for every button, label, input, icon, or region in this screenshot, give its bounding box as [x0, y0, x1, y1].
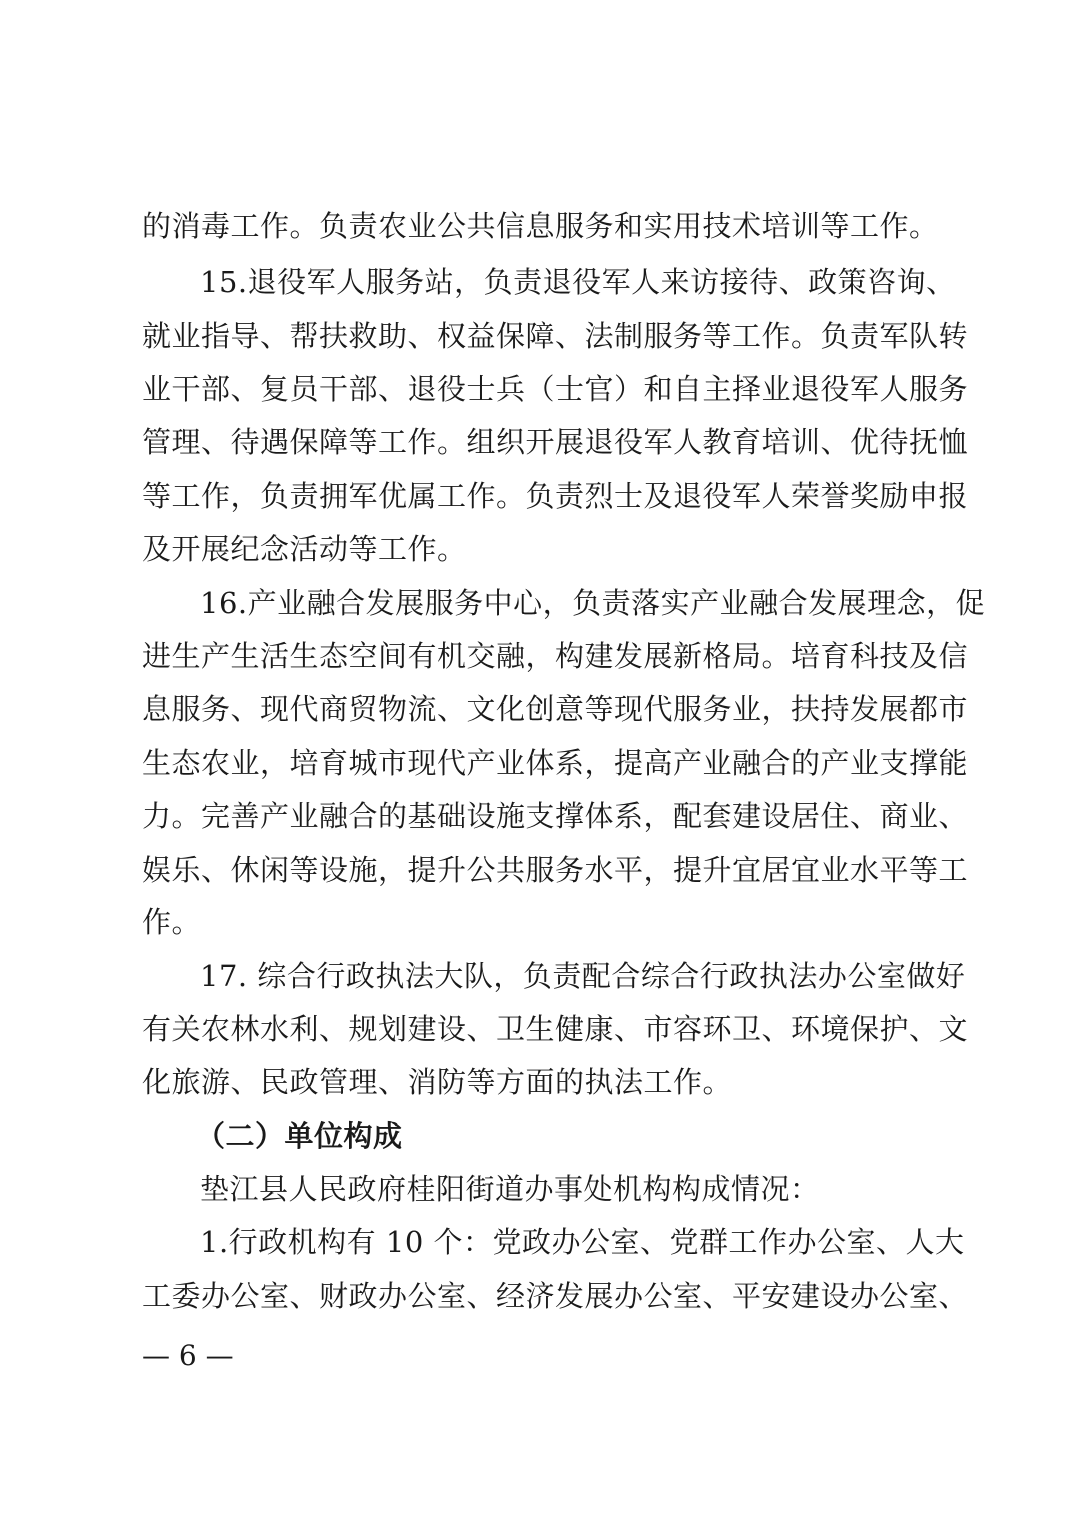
section-heading: （二）单位构成 — [196, 1119, 403, 1153]
text-line: 业干部、复员干部、退役士兵（士官）和自主择业退役军人服务 — [142, 372, 969, 406]
text-line: 娱乐、休闲等设施，提升公共服务水平，提升宜居宜业水平等工 — [142, 853, 969, 887]
paragraph-item-17-start: 17. 综合行政执法大队，负责配合综合行政执法办公室做好 — [200, 959, 966, 993]
text-line: 管理、待遇保障等工作。组织开展退役军人教育培训、优待抚恤 — [142, 425, 969, 459]
text-line: 及开展纪念活动等工作。 — [142, 532, 467, 566]
paragraph-item-1-start: 1.行政机构有 10 个：党政办公室、党群工作办公室、人大 — [200, 1225, 965, 1259]
text-line: 工委办公室、财政办公室、经济发展办公室、平安建设办公室、 — [142, 1279, 969, 1313]
text-line: 垫江县人民政府桂阳街道办事处机构构成情况： — [200, 1172, 820, 1206]
text-line: 的消毒工作。负责农业公共信息服务和实用技术培训等工作。 — [142, 209, 939, 243]
text-line: 生态农业，培育城市现代产业体系，提高产业融合的产业支撑能 — [142, 746, 969, 780]
text-line: 化旅游、民政管理、消防等方面的执法工作。 — [142, 1065, 733, 1099]
text-line: 等工作，负责拥军优属工作。负责烈士及退役军人荣誉奖励申报 — [142, 479, 969, 513]
text-line: 进生产生活生态空间有机交融，构建发展新格局。培育科技及信 — [142, 639, 969, 673]
page-number: — 6 — — [142, 1339, 234, 1372]
text-line: 就业指导、帮扶救助、权益保障、法制服务等工作。负责军队转 — [142, 319, 969, 353]
text-line: 作。 — [142, 905, 202, 939]
text-line: 息服务、现代商贸物流、文化创意等现代服务业，扶持发展都市 — [142, 692, 969, 726]
text-line: 有关农林水利、规划建设、卫生健康、市容环卫、环境保护、文 — [142, 1012, 969, 1046]
text-line: 力。完善产业融合的基础设施支撑体系，配套建设居住、商业、 — [142, 799, 969, 833]
paragraph-item-16-start: 16.产业融合发展服务中心，负责落实产业融合发展理念，促 — [200, 586, 986, 620]
paragraph-item-15-start: 15.退役军人服务站，负责退役军人来访接待、政策咨询、 — [200, 265, 956, 299]
